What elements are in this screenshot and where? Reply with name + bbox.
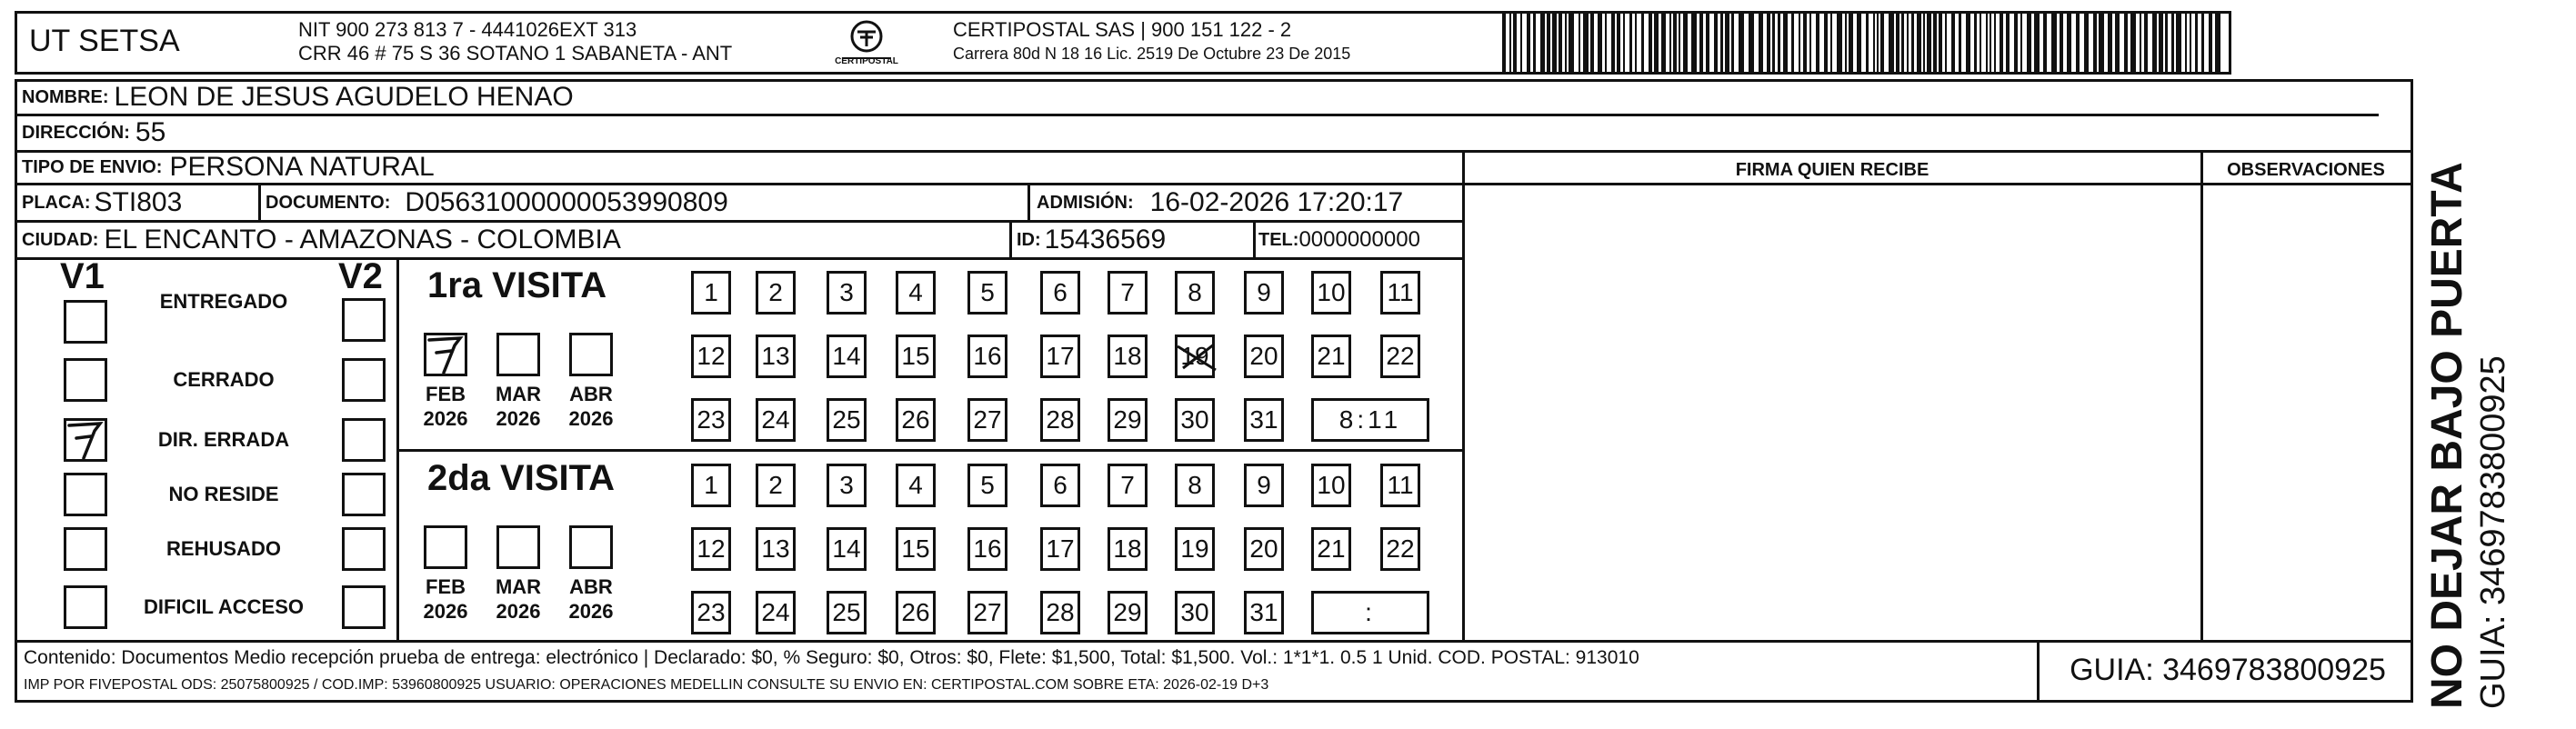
month-label (486, 382, 550, 431)
month-year: 2026 (423, 407, 468, 430)
direccion-value: 55 (135, 117, 166, 147)
month-label (486, 574, 550, 624)
day-checkbox[interactable]: 9 (1244, 271, 1284, 315)
v2-checkbox[interactable] (342, 585, 386, 629)
v2-checkbox[interactable] (342, 418, 386, 462)
documento-cell (266, 185, 1029, 220)
day-checkbox[interactable]: 28 (1040, 591, 1080, 634)
status-label: DIR. ERRADA (157, 428, 290, 451)
month-name: ABR (569, 383, 613, 405)
month-checkbox[interactable] (496, 525, 540, 569)
day-checkbox[interactable]: 14 (827, 527, 867, 571)
day-checkbox[interactable]: 10 (1311, 464, 1351, 507)
day-checkbox[interactable]: 23 (691, 398, 731, 442)
month-label (559, 574, 623, 624)
certipostal-logo (835, 16, 898, 71)
ciudad-row-divider (15, 257, 1464, 260)
placa-value: STI803 (94, 187, 183, 217)
month-label (559, 382, 623, 431)
v1-checkbox[interactable] (64, 300, 107, 344)
day-checkbox[interactable]: 18 (1108, 527, 1148, 571)
status-label: CERRADO (173, 368, 275, 391)
month-label (414, 382, 477, 431)
month-name: ABR (569, 575, 613, 598)
v2-checkbox[interactable] (342, 298, 386, 342)
v1-checkbox[interactable] (64, 473, 107, 516)
day-checkbox[interactable]: 5 (967, 464, 1007, 507)
v2-label: V2 (338, 256, 383, 296)
direccion-row (22, 116, 2386, 149)
day-checkbox[interactable]: 6 (1040, 464, 1080, 507)
guia-footer-sep (2037, 640, 2040, 703)
v1-checkbox[interactable] (64, 527, 107, 571)
month-checkbox[interactable] (569, 525, 613, 569)
day-checkbox[interactable]: 16 (967, 527, 1007, 571)
documento-label: DOCUMENTO: (266, 192, 391, 213)
day-checkbox[interactable]: 29 (1108, 398, 1148, 442)
day-checkbox[interactable]: 9 (1244, 464, 1284, 507)
time-field[interactable]: 8:11 (1311, 398, 1429, 442)
admision-label: ADMISIÓN: (1037, 192, 1134, 213)
visit-title: 1ra VISITA (427, 265, 607, 305)
day-checkbox[interactable]: 2 (756, 464, 796, 507)
day-checkbox[interactable]: 30 (1175, 591, 1215, 634)
company-name: UT SETSA (29, 24, 180, 58)
ciudad-value: EL ENCANTO - AMAZONAS - COLOMBIA (104, 225, 621, 255)
day-checkbox[interactable]: 20 (1244, 527, 1284, 571)
day-checkbox[interactable]: 12 (691, 527, 731, 571)
day-checkbox[interactable]: 11 (1380, 271, 1420, 315)
month-name: MAR (495, 383, 542, 405)
firma-left-border (1462, 150, 1465, 641)
month-year: 2026 (423, 600, 468, 623)
month-checkbox[interactable] (424, 333, 467, 376)
visit-title: 2da VISITA (427, 458, 615, 498)
day-checkbox[interactable]: 23 (691, 591, 731, 634)
day-checkbox[interactable]: 7 (1108, 464, 1148, 507)
month-year: 2026 (568, 600, 614, 623)
observaciones-header: OBSERVACIONES (2227, 160, 2385, 180)
day-checkbox[interactable]: 20 (1244, 335, 1284, 378)
placa-label: PLACA: (22, 192, 91, 213)
day-checkbox[interactable]: 31 (1244, 591, 1284, 634)
documento-value: D05631000000053990809 (405, 187, 728, 217)
v2-checkbox[interactable] (342, 358, 386, 402)
day-checkbox[interactable]: 1 (691, 271, 731, 315)
status-label: ENTREGADO (159, 290, 288, 313)
certipostal-line: CERTIPOSTAL SAS | 900 151 122 - 2 (953, 18, 1292, 41)
day-checkbox[interactable]: 30 (1175, 398, 1215, 442)
status-label: NO RESIDE (168, 483, 279, 505)
v1-label: V1 (60, 256, 105, 296)
month-year: 2026 (496, 407, 541, 430)
tipo-row (22, 152, 1458, 183)
obs-left-border (2200, 150, 2203, 641)
status-label: REHUSADO (166, 537, 281, 560)
footer-imp: IMP POR FIVEPOSTAL ODS: 25075800925 / COD.IMP: 53960800925 USUARIO: OPERACIONES MEDELLIN CONSULTE SU ENVIO EN: CERTIPOSTAL.COM SOBRE ETA: 2026-02-19 D+3 (24, 677, 1269, 693)
day-checkbox[interactable]: 16 (967, 335, 1007, 378)
firma-header: FIRMA QUIEN RECIBE (1735, 160, 1929, 180)
nombre-value: LEON DE JESUS AGUDELO HENAO (114, 82, 574, 112)
license-line: Carrera 80d N 18 16 Lic. 2519 De Octubre 23 De 2015 (953, 45, 1351, 63)
day-checkbox[interactable]: 26 (896, 398, 936, 442)
day-checkbox[interactable]: 27 (967, 591, 1007, 634)
day-checkbox[interactable]: 18 (1108, 335, 1148, 378)
v1-checkbox[interactable] (64, 358, 107, 402)
month-checkbox[interactable] (569, 333, 613, 376)
day-checkbox[interactable]: 4 (896, 464, 936, 507)
day-checkbox[interactable]: 24 (756, 591, 796, 634)
v2-checkbox[interactable] (342, 527, 386, 571)
side-no-dejar: NO DEJAR BAJO PUERTA (2423, 162, 2471, 709)
id-sep (1253, 223, 1256, 257)
day-checkbox[interactable]: 25 (827, 398, 867, 442)
tipo-value: PERSONA NATURAL (169, 152, 435, 182)
day-checkbox[interactable]: 21 (1311, 335, 1351, 378)
side-guia: GUIA: 3469783800925 (2474, 355, 2512, 709)
logo-text: CERTIPOSTAL (835, 56, 898, 66)
tipo-label: TIPO DE ENVIO: (22, 156, 163, 177)
footer-guia: GUIA: 3469783800925 (2070, 653, 2386, 687)
day-checkbox[interactable]: 8 (1175, 271, 1215, 315)
day-checkbox[interactable]: 29 (1108, 591, 1148, 634)
v1-checkbox[interactable] (64, 585, 107, 629)
month-name: MAR (495, 575, 542, 598)
month-checkbox[interactable] (496, 333, 540, 376)
footer-contenido: Contenido: Documentos Medio recepción prueba de entrega: electrónico | Declarado: $0, % Seguro: $0, Otros: $0, Flete: $1,500, Total: $1,500. Vol.: 1*1*1. 0.5 1 Unid. COD. POSTAL: 913010 (24, 647, 1639, 668)
day-checkbox[interactable]: 21 (1311, 527, 1351, 571)
ciudad-sep (1009, 223, 1012, 257)
month-year: 2026 (496, 600, 541, 623)
day-checkbox[interactable]: 8 (1175, 464, 1215, 507)
id-cell (1017, 223, 1253, 257)
barcode (1500, 13, 2228, 73)
admision-cell (1037, 185, 1459, 220)
day-checkbox[interactable]: 19 (1175, 335, 1215, 378)
barcode-icon (1500, 13, 2228, 73)
day-checkbox[interactable]: 27 (967, 398, 1007, 442)
direccion-label: DIRECCIÓN: (22, 122, 130, 143)
day-checkbox[interactable]: 15 (896, 527, 936, 571)
id-value: 15436569 (1044, 225, 1167, 255)
day-checkbox[interactable]: 11 (1380, 464, 1420, 507)
tel-value: 0000000000 (1298, 227, 1420, 252)
tel-label: TEL: (1258, 229, 1299, 250)
nombre-row (22, 81, 2386, 114)
month-label (414, 574, 477, 624)
day-checkbox[interactable]: 14 (827, 335, 867, 378)
day-checkbox[interactable]: 7 (1108, 271, 1148, 315)
pen-check-icon (64, 418, 107, 462)
day-checkbox[interactable]: 17 (1040, 527, 1080, 571)
day-checkbox[interactable]: 13 (756, 335, 796, 378)
month-name: FEB (426, 383, 466, 405)
day-checkbox[interactable]: 17 (1040, 335, 1080, 378)
ciudad-cell (22, 223, 1004, 257)
day-checkbox[interactable]: 22 (1380, 527, 1420, 571)
day-checkbox[interactable]: 10 (1311, 271, 1351, 315)
nombre-label: NOMBRE: (22, 86, 109, 107)
day-checkbox[interactable]: 19 (1175, 527, 1215, 571)
pen-check-icon (424, 333, 467, 376)
tel-cell (1258, 223, 1462, 257)
time-field[interactable]: : (1311, 591, 1429, 634)
ciudad-label: CIUDAD: (22, 229, 99, 250)
day-checkbox[interactable]: 5 (967, 271, 1007, 315)
footer-divider (15, 640, 2413, 643)
month-checkbox[interactable] (424, 525, 467, 569)
nit-line: NIT 900 273 813 7 - 4441026EXT 313 (298, 18, 637, 41)
placa-sep (258, 185, 261, 220)
day-checkbox[interactable]: 15 (896, 335, 936, 378)
admision-value: 16-02-2026 17:20:17 (1149, 187, 1404, 217)
id-label: ID: (1017, 229, 1041, 250)
v2-checkbox[interactable] (342, 473, 386, 516)
month-name: FEB (426, 575, 466, 598)
day-checkbox[interactable]: 12 (691, 335, 731, 378)
side-text (2422, 162, 2559, 709)
day-checkbox[interactable]: 13 (756, 527, 796, 571)
day-checkbox[interactable]: 22 (1380, 335, 1420, 378)
address-line: CRR 46 # 75 S 36 SOTANO 1 SABANETA - ANT (298, 42, 733, 65)
visits-separator (396, 449, 1464, 452)
pen-strike-icon (1174, 337, 1219, 377)
day-checkbox[interactable]: 24 (756, 398, 796, 442)
documento-sep (1027, 185, 1030, 220)
day-checkbox[interactable]: 26 (896, 591, 936, 634)
month-year: 2026 (568, 407, 614, 430)
day-checkbox[interactable]: 3 (827, 464, 867, 507)
day-checkbox[interactable]: 31 (1244, 398, 1284, 442)
status-label: DIFICIL ACCESO (143, 595, 304, 618)
placa-cell (22, 185, 258, 220)
day-checkbox[interactable]: 4 (896, 271, 936, 315)
day-checkbox[interactable]: 2 (756, 271, 796, 315)
day-checkbox[interactable]: 3 (827, 271, 867, 315)
day-checkbox[interactable]: 28 (1040, 398, 1080, 442)
v1-checkbox[interactable] (64, 418, 107, 462)
day-checkbox[interactable]: 6 (1040, 271, 1080, 315)
day-checkbox[interactable]: 1 (691, 464, 731, 507)
day-checkbox[interactable]: 25 (827, 591, 867, 634)
